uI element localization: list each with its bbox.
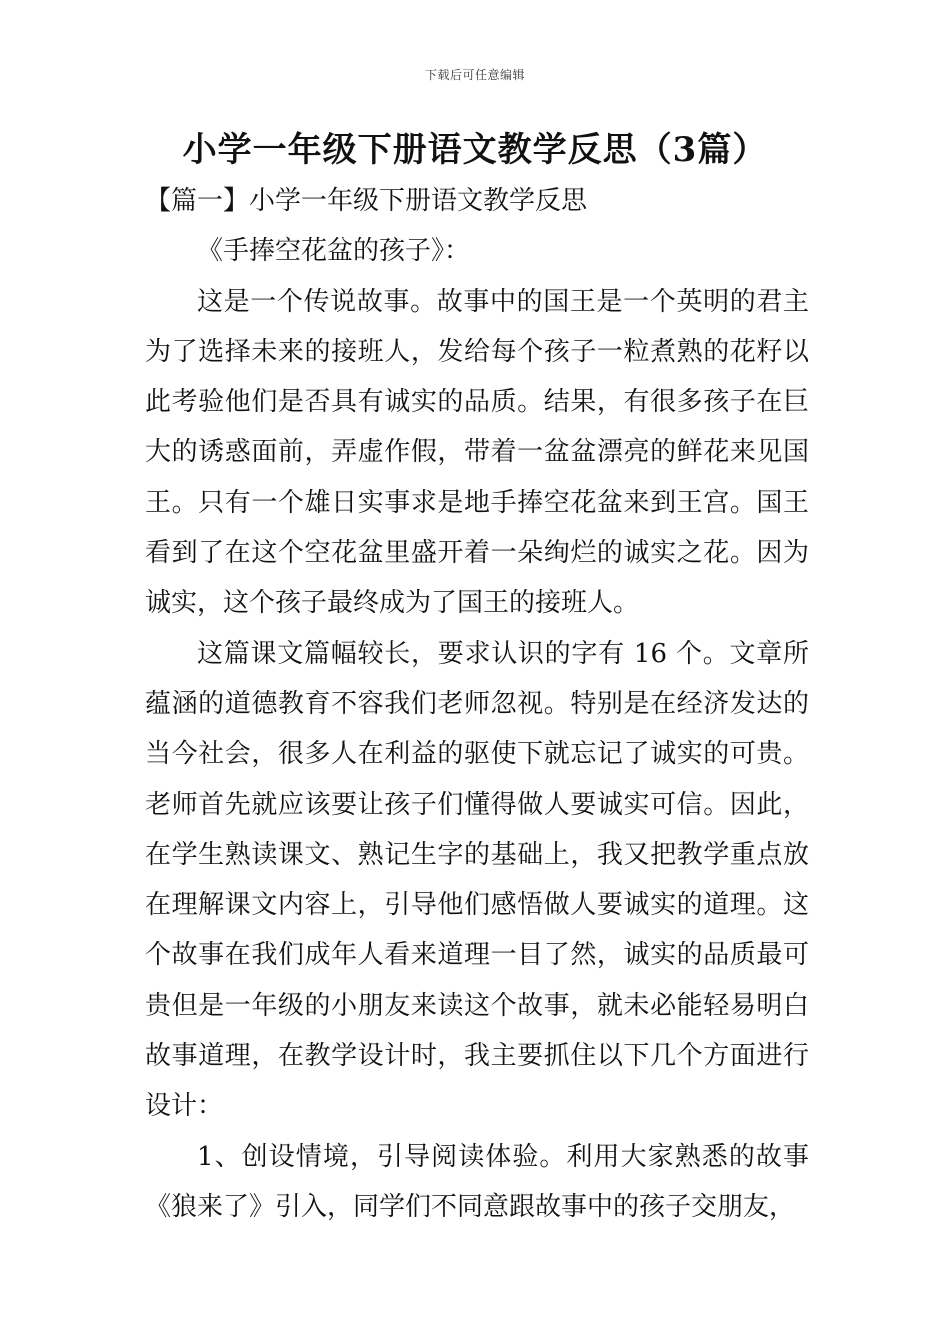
paragraph: 这篇课文篇幅较长，要求认识的字有 16 个。文章所蕴涵的道德教育不容我们老师忽视。特别是在经济发达的当今社会，很多人在利益的驱使下就忘记了诚实的可贵。老师首先就应该要让孩子们懂得做人要诚实可信。因此，在学生熟读课文、熟记生字的基础上，我又把教学重点放在理解课文内容上，引导他们感悟做人要诚实的道理。这个故事在我们成年人看来道理一目了然，诚实的品质最可贵但是一年级的小朋友来读这个故事，就未必能轻易明白故事道理，在教学设计时，我主要抓住以下几个方面进行设计： [145,638,809,1122]
section-heading: 【篇一】小学一年级下册语文教学反思 [145,186,588,216]
paragraph: 1、创设情境，引导阅读体验。利用大家熟悉的故事《狼来了》引入，同学们不同意跟故事中的孩子交朋友， [145,1141,809,1222]
paragraph: 这是一个传说故事。故事中的国王是一个英明的君主为了选择未来的接班人，发给每个孩子一粒煮熟的花籽以此考验他们是否具有诚实的品质。结果，有很多孩子在巨大的诱惑面前，弄虚作假，带着一盆盆漂亮的鲜花来见国王。只有一个雄日实事求是地手捧空花盆来到王宫。国王看到了在这个空花盆里盛开着一朵绚烂的诚实之花。因为诚实，这个孩子最终成为了国王的接班人。 [145,286,809,619]
lesson-title: 《手捧空花盆的孩子》： [197,236,471,267]
document-body [145,176,809,1232]
document-title: 小学一年级下册语文教学反思（3篇） [182,130,768,170]
header-note: 下载后可任意编辑 [424,68,525,82]
